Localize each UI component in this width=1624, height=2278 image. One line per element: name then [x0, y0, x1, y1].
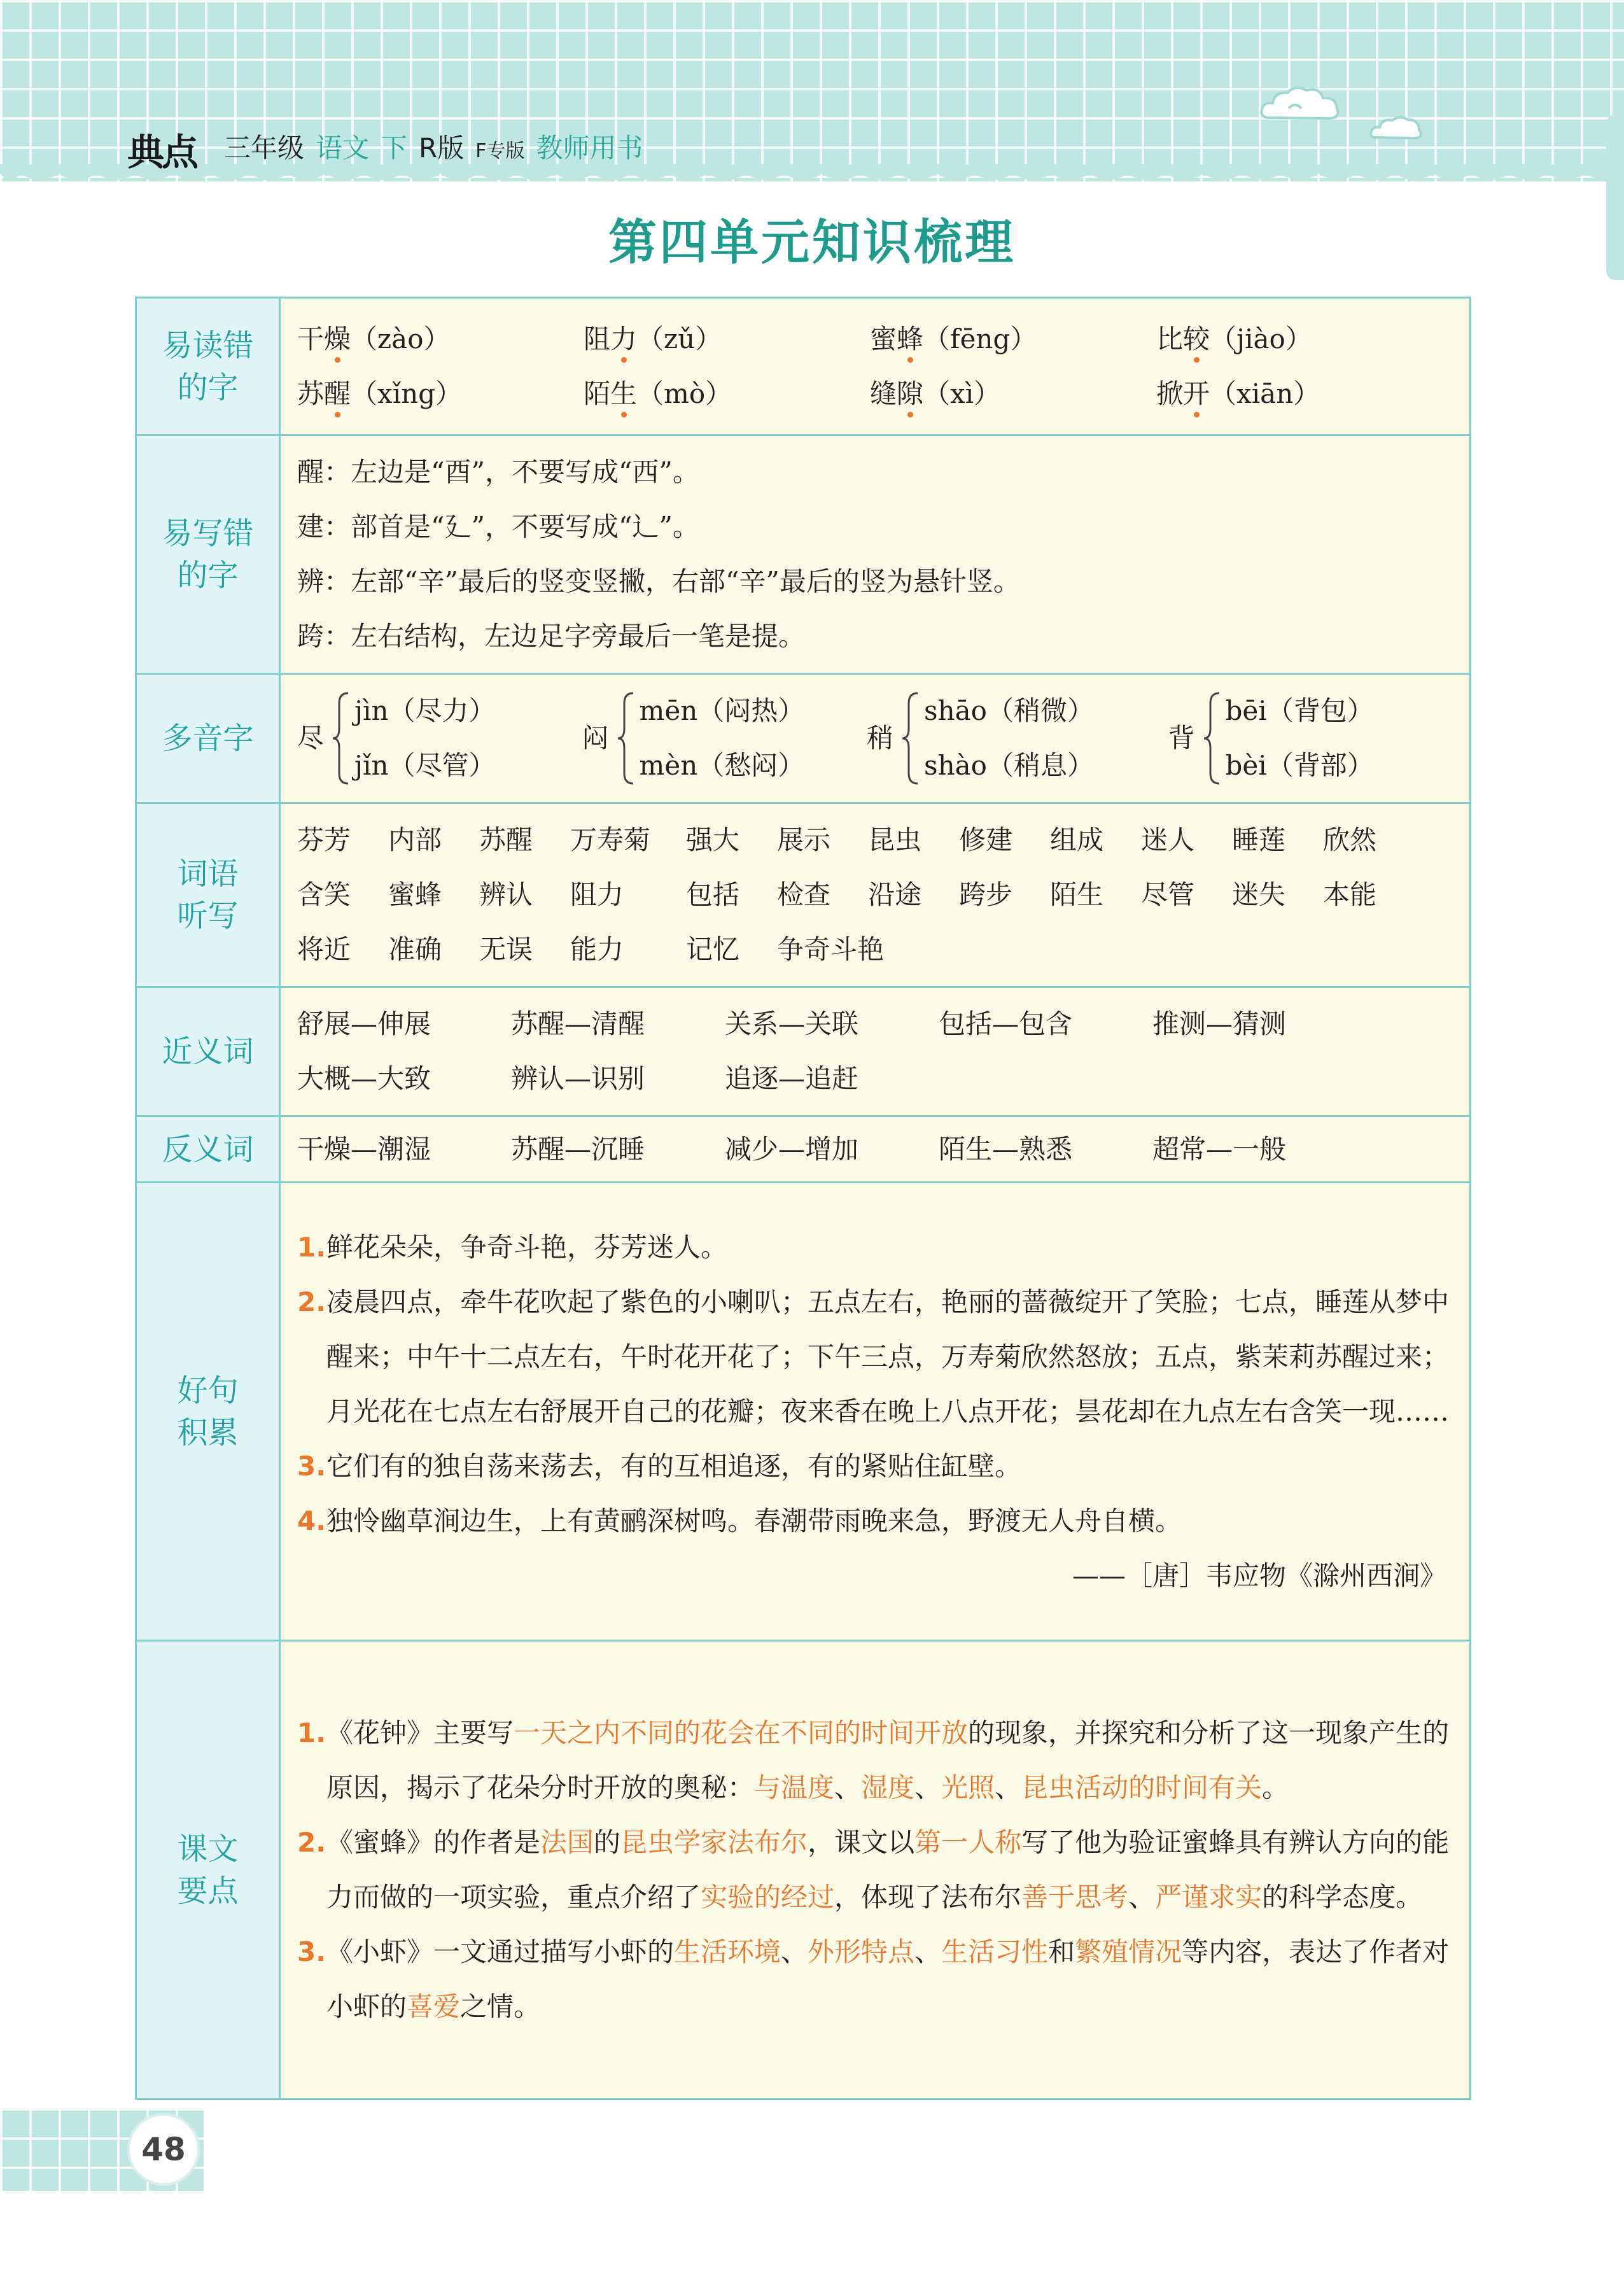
- content-easy-read: [280, 298, 1471, 435]
- word: 内部: [388, 824, 442, 855]
- label-line: 积累: [177, 1414, 239, 1451]
- antonym-row: [297, 1122, 1453, 1177]
- highlight-text: 湿度: [861, 1771, 915, 1803]
- polyphone-char: 尽: [297, 722, 325, 754]
- label-line: 易读错: [162, 327, 254, 363]
- char: 掀: [1156, 377, 1184, 409]
- pinyin: （jiào）: [1210, 323, 1312, 355]
- word: 昆虫: [868, 824, 922, 855]
- easy-read-item: [297, 312, 584, 367]
- synonym-pair: 包括—包含: [939, 1008, 1073, 1039]
- word: 迷失: [1232, 879, 1286, 910]
- reading: bēi（背包）: [1225, 695, 1374, 726]
- content-polyphone: [280, 674, 1471, 803]
- polyphone-char: 闷: [582, 722, 609, 754]
- label-easy-read: [136, 298, 280, 435]
- char-dotted: 隙: [897, 367, 923, 421]
- key-point-text: [326, 1706, 1453, 1815]
- polyphone-group: [867, 684, 1152, 793]
- item-number: 2.: [297, 1826, 326, 1858]
- page-number: 48: [127, 2113, 200, 2186]
- plain-text: 的科学态度。: [1262, 1881, 1423, 1913]
- easy-write-line: 辨：左部“辛”最后的竖变竖撇，右部“辛”最后的竖为悬针竖。: [297, 566, 1020, 597]
- word: 阻力: [570, 879, 624, 910]
- char: 比: [1156, 323, 1184, 355]
- row-antonyms: [136, 1116, 1471, 1183]
- plain-text: ，体现了法布尔: [834, 1881, 1022, 1913]
- pinyin: （xì）: [923, 377, 1001, 409]
- book-info: [224, 127, 643, 165]
- label-line: 课文: [177, 1831, 239, 1867]
- char-dotted: 蜂: [897, 312, 923, 367]
- synonym-row: [297, 1051, 1453, 1106]
- plain-text: 写了他为验证蜜蜂具有辨认方向的能力而做的一项实验，重点介绍了: [326, 1826, 1450, 1913]
- word: 展示: [777, 824, 831, 855]
- antonym-pair: 陌生—熟悉: [939, 1133, 1073, 1165]
- label-line: 易写错: [162, 516, 254, 551]
- word: 争奇斗艳: [777, 934, 885, 965]
- content-dictation: [280, 803, 1471, 987]
- plain-text: 、: [1128, 1881, 1156, 1913]
- plain-text: 的现象，并探究和分析了这一现象产生的原因，揭示了花朵分时开放的奥秘：: [326, 1717, 1450, 1803]
- content-synonyms: [280, 987, 1471, 1116]
- highlight-text: 一天之内不同的花会在不同的时间开放: [514, 1717, 969, 1748]
- word: 沿途: [868, 879, 922, 910]
- synonym-pair: 舒展—伸展: [297, 1008, 431, 1039]
- label-line: 词语: [177, 856, 239, 892]
- label-polyphone: [136, 674, 280, 803]
- brace-icon: [900, 691, 920, 786]
- polyphone-char: 背: [1168, 722, 1195, 754]
- brace-icon: [330, 691, 351, 786]
- plain-text: 、: [914, 1771, 942, 1803]
- easy-read-item: [870, 367, 1156, 421]
- char: 干: [297, 323, 325, 355]
- easy-read-item: [1156, 312, 1443, 367]
- dictation-row: [297, 813, 1453, 868]
- word: 辨认: [479, 879, 533, 910]
- char-dotted: 燥: [324, 312, 351, 367]
- easy-read-item: [584, 312, 870, 367]
- word: 能力: [570, 934, 624, 965]
- label-good-sentences: [136, 1183, 280, 1641]
- easy-write-line: 跨：左右结构，左边足字旁最后一笔是提。: [297, 621, 806, 652]
- row-dictation: [136, 803, 1471, 987]
- pinyin: （xiān）: [1210, 377, 1320, 409]
- synonym-pair: 苏醒—清醒: [511, 1008, 645, 1039]
- word: 含笑: [297, 879, 351, 910]
- word: 迷人: [1141, 824, 1195, 855]
- sentence-text: 它们有的独自荡来荡去，有的互相追逐，有的紧贴住缸壁。: [326, 1450, 1022, 1482]
- highlight-text: 第一人称: [914, 1826, 1022, 1858]
- reading: bèi（背部）: [1225, 750, 1374, 781]
- label-line: 要点: [177, 1873, 239, 1909]
- word: 将近: [297, 934, 351, 965]
- content-good-sentences: [280, 1183, 1471, 1641]
- easy-read-item: [1156, 367, 1443, 421]
- antonym-pair: 苏醒—沉睡: [511, 1133, 645, 1165]
- word: 准确: [388, 934, 442, 965]
- polyphone-group: [582, 684, 867, 793]
- row-polyphone: [136, 674, 1471, 803]
- polyphone-char: 稍: [867, 722, 894, 754]
- reading: shào（稍息）: [924, 750, 1094, 781]
- key-point-item: [297, 1925, 1453, 2034]
- edition-label: R版: [419, 132, 465, 164]
- label-line: 好句: [177, 1372, 239, 1409]
- label-key-points: [136, 1641, 280, 2099]
- word: 包括: [686, 879, 740, 910]
- synonym-pair: 辨认—识别: [511, 1063, 645, 1094]
- word: 芬芳: [297, 824, 351, 855]
- row-good-sentences: [136, 1183, 1471, 1641]
- sentence-text: 凌晨四点，牵牛花吹起了紫色的小喇叭；五点左右，艳丽的蔷薇绽开了笑脸；七点，睡莲从梦中醒来；中午十二点左右，午时花开花了；下午三点，万寿菊欣然怒放；五点，紫茉莉苏醒过来；月光花在七点左右舒展开自己的花瓣；夜来香在晚上八点开花；昙花却在九点左右含笑一现……: [326, 1286, 1450, 1427]
- highlight-text: 昆虫学家法布尔: [620, 1826, 808, 1858]
- plain-text: 和: [1048, 1936, 1075, 1967]
- pinyin: （mò）: [637, 377, 732, 409]
- label-line: 的字: [177, 369, 239, 405]
- subject-label: 语文: [316, 132, 370, 164]
- sentence-item: [297, 1275, 1453, 1439]
- poem-source: ——［唐］韦应物《滁州西涧》: [1072, 1559, 1446, 1591]
- dictation-row: [297, 868, 1453, 922]
- page-title: 第四单元知识梳理: [608, 214, 1016, 271]
- pinyin: （xǐng）: [351, 377, 463, 409]
- pinyin: （zǔ）: [637, 323, 722, 355]
- key-point-text: [326, 1815, 1453, 1925]
- plain-text: 之情。: [460, 1990, 541, 2022]
- label-antonyms: [136, 1116, 280, 1183]
- highlight-text: 实验的经过: [701, 1881, 835, 1913]
- highlight-text: 严谨求实: [1155, 1881, 1263, 1913]
- char-dotted: 醒: [324, 367, 351, 421]
- volume-label: 下: [381, 132, 408, 164]
- highlight-text: 繁殖情况: [1075, 1936, 1182, 1967]
- highlight-text: 善于思考: [1021, 1881, 1129, 1913]
- word: 修建: [959, 824, 1013, 855]
- plain-text: 《花钟》主要写: [326, 1717, 514, 1748]
- highlight-text: 与温度: [754, 1771, 835, 1803]
- synonym-pair: 推测—猜测: [1152, 1008, 1287, 1039]
- item-number: 4.: [297, 1505, 326, 1536]
- label-line: 近义词: [162, 1034, 254, 1069]
- highlight-text: 昆虫活动的时间有关: [1021, 1771, 1263, 1803]
- char-dotted: 力: [610, 312, 637, 367]
- cloud-small-icon: [1368, 113, 1425, 144]
- plain-text: ，课文以: [808, 1826, 915, 1858]
- word: 无误: [479, 934, 533, 965]
- word: 苏醒: [479, 824, 533, 855]
- char-dotted: 较: [1183, 312, 1210, 367]
- easy-write-line: 醒：左边是“酉”，不要写成“西”。: [297, 456, 699, 488]
- word: 记忆: [686, 934, 740, 965]
- reading: jìn（尽力）: [354, 695, 496, 726]
- label-easy-write: [136, 435, 280, 674]
- char: 蜜: [870, 323, 897, 355]
- word: 睡莲: [1232, 824, 1286, 855]
- row-easy-write: [136, 435, 1471, 674]
- word: 本能: [1323, 879, 1377, 910]
- item-number: 3.: [297, 1450, 326, 1482]
- content-easy-write: [280, 435, 1471, 674]
- plain-text: 、: [834, 1771, 862, 1803]
- plain-text: 《小虾》一文通过描写小虾的: [326, 1936, 675, 1967]
- char: 陌: [584, 377, 611, 409]
- synonym-pair: 大概—大致: [297, 1063, 431, 1094]
- content-key-points: [280, 1641, 1471, 2099]
- sentence-text: 独怜幽草涧边生，上有黄鹂深树鸣。春潮带雨晚来急，野渡无人舟自横。: [326, 1505, 1182, 1536]
- brand-text: 典点: [127, 130, 197, 174]
- plain-text: 《蜜蜂》的作者是: [326, 1826, 541, 1858]
- highlight-text: 生活环境: [674, 1936, 781, 1967]
- plain-text: 。: [1262, 1771, 1289, 1803]
- easy-read-item: [870, 312, 1156, 367]
- sentence-item: [297, 1494, 1453, 1549]
- sentence-item: [297, 1220, 1453, 1275]
- char: 阻: [584, 323, 611, 355]
- cloud-icon: [1257, 83, 1346, 127]
- word: 强大: [686, 824, 740, 855]
- reading: shāo（稍微）: [924, 695, 1094, 726]
- word: 跨步: [959, 879, 1013, 910]
- word: 尽管: [1141, 879, 1195, 910]
- row-easy-read: [136, 298, 1471, 435]
- easy-read-item: [297, 367, 584, 421]
- highlight-text: 生活习性: [941, 1936, 1049, 1967]
- book-type-label: 教师用书: [536, 132, 643, 164]
- grade-label: 三年级: [224, 132, 305, 164]
- antonym-pair: 减少—增加: [725, 1133, 859, 1165]
- synonym-pair: 关系—关联: [725, 1008, 859, 1039]
- word: 陌生: [1050, 879, 1104, 910]
- label-synonyms: [136, 987, 280, 1116]
- plain-text: 、: [781, 1936, 808, 1967]
- word: 检查: [777, 879, 831, 910]
- knowledge-table: [135, 297, 1471, 2100]
- header-wave-edge: [0, 164, 1624, 190]
- word: 欣然: [1323, 824, 1377, 855]
- highlight-text: 法国: [540, 1826, 594, 1858]
- synonym-row: [297, 997, 1453, 1051]
- easy-read-item: [584, 367, 870, 421]
- pinyin: （zào）: [351, 323, 451, 355]
- char-dotted: 开: [1183, 367, 1210, 421]
- reading: jǐn（尽管）: [354, 750, 496, 781]
- highlight-text: 喜爱: [407, 1990, 461, 2022]
- brace-icon: [1201, 691, 1222, 786]
- sentence-text: 鲜花朵朵，争奇斗艳，芬芳迷人。: [326, 1231, 728, 1263]
- antonym-pair: 干燥—潮湿: [297, 1133, 431, 1165]
- item-number: 2.: [297, 1286, 326, 1318]
- pinyin: （fēng）: [923, 323, 1037, 355]
- content-antonyms: [280, 1116, 1471, 1183]
- reading: mēn（闷热）: [639, 695, 805, 726]
- reading: mèn（愁闷）: [639, 750, 805, 781]
- key-point-item: [297, 1815, 1453, 1925]
- plain-text: 、: [914, 1936, 942, 1967]
- char: 缝: [870, 377, 897, 409]
- antonym-pair: 超常—一般: [1152, 1133, 1287, 1165]
- label-dictation: [136, 803, 280, 987]
- item-number: 1.: [297, 1231, 326, 1263]
- row-key-points: [136, 1641, 1471, 2099]
- polyphone-group: [1168, 684, 1453, 793]
- dictation-row: [297, 922, 1453, 977]
- special-edition-label: F专版: [475, 140, 525, 162]
- word: 万寿菊: [570, 824, 651, 855]
- plain-text: 等内容，表达了作者对小虾的: [326, 1936, 1450, 2022]
- brace-icon: [615, 691, 636, 786]
- item-number: 1.: [297, 1717, 326, 1748]
- sentence-item: [297, 1439, 1453, 1494]
- easy-write-line: 建：部首是“廴”，不要写成“辶”。: [297, 511, 699, 542]
- key-point-item: [297, 1706, 1453, 1815]
- synonym-pair: 追逐—追赶: [725, 1063, 859, 1094]
- polyphone-group: [297, 684, 582, 793]
- word: 组成: [1050, 824, 1104, 855]
- char-dotted: 生: [610, 367, 637, 421]
- word: 蜜蜂: [388, 879, 442, 910]
- key-point-text: [326, 1925, 1453, 2034]
- plain-text: 、: [995, 1771, 1022, 1803]
- label-line: 反义词: [162, 1131, 254, 1167]
- char: 苏: [297, 377, 325, 409]
- label-line: 多音字: [162, 721, 254, 756]
- highlight-text: 外形特点: [808, 1936, 915, 1967]
- row-synonyms: [136, 987, 1471, 1116]
- label-line: 听写: [177, 898, 239, 934]
- label-line: 的字: [177, 558, 239, 593]
- item-number: 3.: [297, 1936, 326, 1967]
- highlight-text: 光照: [941, 1771, 995, 1803]
- plain-text: 的: [594, 1826, 621, 1858]
- brand-logo: [127, 122, 196, 176]
